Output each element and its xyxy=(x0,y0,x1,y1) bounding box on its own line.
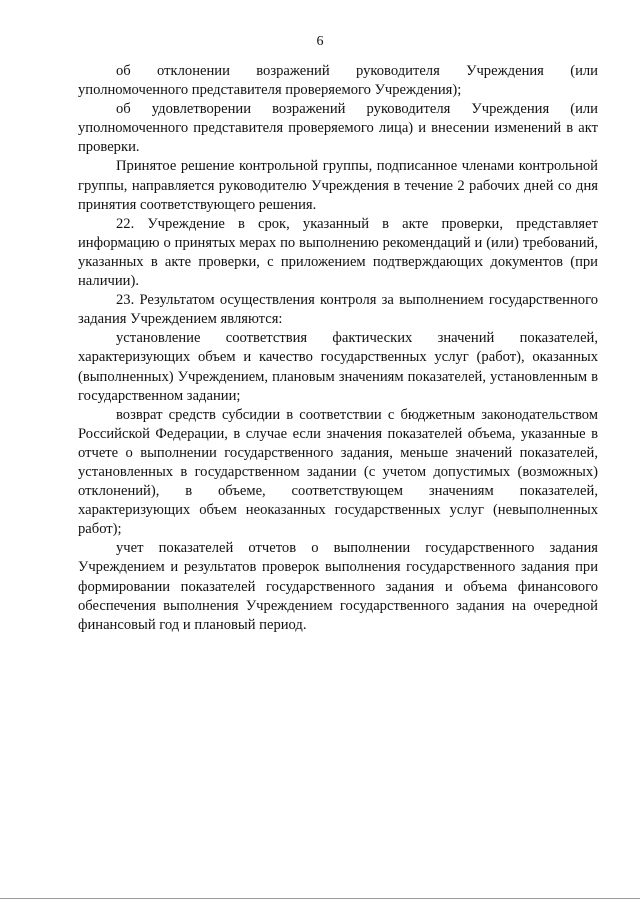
paragraph-item-23: 23. Результатом осуществления контроля за выполнением государственного задания Учреждением являются: xyxy=(78,292,598,328)
paragraph-acceptance-of-objections: об удовлетворении возражений руководителя Учреждения (или уполномоченного представителя проверяемого лица) и внесении изменений в акт проверки. xyxy=(78,101,598,156)
page-number: 6 xyxy=(316,34,324,49)
paragraph-control-group-decision: Принятое решение контрольной группы, подписанное членами контрольной группы, направляется руководителю Учреждения в течение 2 рабочих дней со дня принятия соответствующего решения. xyxy=(78,158,598,213)
paragraph-establishing-compliance: установление соответствия фактических значений показателей, характеризующих объем и качество государственных услуг (работ), оказанных (выполненных) Учреждением, плановым значениям показателей, установленным в государственном задании; xyxy=(78,330,598,404)
bottom-divider xyxy=(0,898,640,899)
document-body xyxy=(78,62,598,635)
paragraph-subsidy-return: возврат средств субсидии в соответствии с бюджетным законодательством Российской Федерации, в случае если значения показателей объема, указанные в отчете о выполнении государственного задания, меньше значений показателей, установленных в государственном задании (с учетом допустимых (возможных) отклонений), в объеме, соответствующем значениям показателей, характеризующих объем неоказанных государственных услуг (невыполненных работ); xyxy=(78,406,598,538)
paragraph-accounting-of-indicators: учет показателей отчетов о выполнении государственного задания Учреждением и результатов проверок выполнения государственного задания при формировании показателей государственного задания и объема финансового обеспечения выполнения Учреждением государственного задания на очередной финансовый год и плановый период. xyxy=(78,540,598,633)
paragraph-item-22: 22. Учреждение в срок, указанный в акте проверки, представляет информацию о принятых мерах по выполнению рекомендаций и (или) требований, указанных в акте проверки, с приложением подтверждающих документов (при наличии). xyxy=(78,215,598,290)
paragraph-rejection-of-objections: об отклонении возражений руководителя Учреждения (или уполномоченного представителя проверяемого Учреждения); xyxy=(78,63,598,99)
